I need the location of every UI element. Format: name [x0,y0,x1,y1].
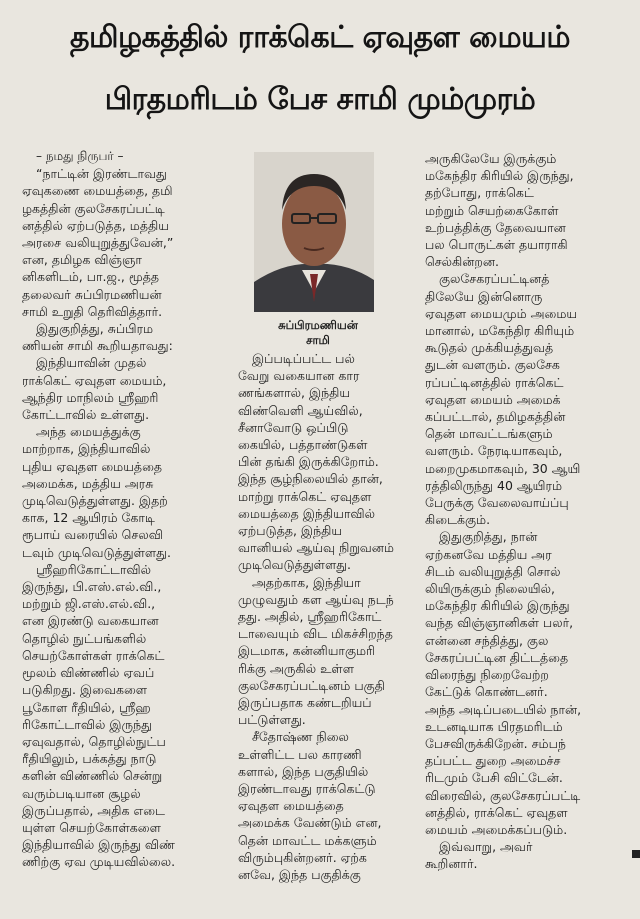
text-line: மகேந்திர கிரியில் இருந்து, [425,168,574,184]
text-line: களால், இந்த பகுதியில் [238,763,369,779]
text-line: டவும் முடிவெடுத்துள்ளது. [22,544,171,560]
text-line: ரிகோட்டாவில் இருந்து [22,716,152,732]
column-1-text [22,165,218,870]
text-line: இவ்வாறு, அவர் [439,839,533,855]
article-column-3 [425,150,625,873]
text-line: ஏவுகணை மையத்தை, தமி [22,183,173,199]
article-column-1 [22,148,218,871]
text-line: ராக்கெட் ஏவுதள மையம், [22,372,167,388]
text-line: விரைந்து நிறைவேற்ற [425,667,549,683]
text-line: மூலம் விண்ணில் ஏவப் [22,665,155,681]
text-line: “நாட்டின் இரண்டாவது [36,166,167,182]
text-line: மாற்று ராக்கெட் ஏவுதள [238,488,372,504]
text-line: ரத்திலிருந்து 40 ஆயிரம் [425,477,563,493]
text-line: இடமாக, கன்னியாகுமரி [238,643,376,659]
text-line: வேறு வகையான கார [238,368,360,384]
text-line: குலசேகரப்பட்டினம் பகுதி [238,677,385,693]
text-line: விண்வெளி ஆய்வில், [238,402,363,418]
text-line: வானியல் ஆய்வு நிறுவனம் [238,540,394,556]
text-line: பின் தங்கி இருக்கிறோம். [238,454,379,470]
text-line: மகேந்திர கிரியில் இருந்து [425,598,570,614]
text-line: காக, 12 ஆயிரம் கோடி [22,510,155,526]
text-line: ணிற்கு ஏவ முடியவில்லை. [22,854,176,870]
text-line: ஸ்ரீஹரிகோட்டாவில் [36,561,152,577]
text-line: ஏற்கனவே மத்திய அர [425,546,552,562]
text-line: இருப்பதால், அதிக எடை [22,802,165,818]
text-line: முடிவெடுத்துள்ளது. [238,557,352,573]
text-line: கூறினார். [425,856,478,872]
photo-caption-name: சுப்பிரமணியன் [278,318,358,332]
text-line: ரிடமும் பேசி விட்டேன். [425,770,563,786]
text-line: முழுவதும் கள ஆய்வு நடந் [238,591,394,607]
text-line: மையத்தை இந்தியாவில் [238,505,375,521]
headline-line-1: தமிழகத்தில் ராக்கெட் ஏவுதள மையம் [69,20,571,55]
text-line: கேட்டுக் கொண்டனர். [425,684,548,700]
text-line: தென் மாவட்ட மக்களும் [238,832,377,848]
text-line: னிகளிடம், பா.ஜ., மூத்த [22,269,159,285]
page-edge-marker [632,850,640,858]
text-line: இந்தியாவில் இருந்து விண் [22,837,175,853]
text-line: அந்த அடிப்படையில் நான், [425,701,582,717]
text-line: பேசவிருக்கிறேன். சம்பந் [425,735,566,751]
text-line: னத்தில், ராக்கெட் ஏவுதள [425,804,568,820]
text-line: வளரும். நேரடியாகவும், [425,443,563,459]
text-line: மற்றும் செயற்கைகோள் [425,202,559,218]
text-line: கையில், பத்தாண்டுகள் [238,437,368,453]
headline-line-2: பிரதமரிடம் பேச சாமி மும்முரம் [104,82,536,117]
text-line: ழகத்தின் குலசேகரப்பட்டி [22,200,165,216]
text-line: இந்த சூழ்நிலையில் தான், [238,471,383,487]
text-line: யுள்ள செயற்கோள்களை [22,819,161,835]
text-line: ரப்பட்டினத்தில் ராக்கெட் [425,374,564,390]
text-line: ணங்களால், இந்திய [238,385,351,401]
text-line: அரசை வலியுறுத்துவேன்,” [22,235,174,251]
text-line: இப்படிப்பட்ட பல் [252,351,355,366]
text-line: முடிவெடுத்துள்ளது. இதற் [22,493,168,509]
text-line: தலைவர் சுப்பிரமணியன் [22,286,162,302]
text-line: பல பொருட்கள் தயாராகி [425,237,568,253]
photo-caption-surname: சாமி [306,333,330,347]
text-line: புதிய ஏவுதள மையத்தை [22,458,163,474]
text-line: லியிருக்கும் நிலையில், [425,581,555,597]
text-line: பட்டுள்ளது. [238,712,306,728]
text-line: அமைக்க வேண்டும் என, [238,815,382,831]
text-line: தது. அதில், ஸ்ரீஹரிகோட் [238,609,382,625]
text-line: சிடம் வலியுறுத்தி சொல் [425,563,561,579]
text-line: அருகிலேயே இருக்கும் [425,151,557,166]
text-line: ஏற்படுத்த, இந்திய [238,523,343,539]
text-line: மாற்றாக, இந்தியாவில் [22,441,151,457]
text-line: உடனடியாக பிரதமரிடம் [425,718,563,734]
text-line: வரும்படியான சூழல் [22,785,141,801]
text-line: ஏவுதள மையம் அமைக் [425,391,561,407]
text-line: துடன் வளரும். குலசேக [425,357,560,373]
text-line: களின் விண்ணில் சென்று [22,768,163,784]
text-line: திலேயே இன்னொரு [425,288,543,304]
text-line: கப்பட்டால், தமிழகத்தின் [425,409,566,425]
byline: – நமது நிருபர் – [36,149,124,163]
text-line: அந்த மையத்துக்கு [36,424,141,440]
text-line: கோட்டாவில் உள்ளது. [22,407,150,423]
text-line: தொழில் நுட்பங்களில் [22,630,147,646]
photo-caption [258,318,378,348]
text-line: ஏவுவதால், தொழில்நுட்ப [22,733,166,749]
text-line: இரண்டாவது ராக்கெட்டு [238,781,376,797]
text-line: குலசேகரப்பட்டினத் [439,271,550,287]
text-line: மானால், மகேந்திர கிரியும் [425,323,575,339]
text-line: பேருக்கு வேலைவாய்ப்பு [425,495,569,511]
text-line: ரூபாய் வரையில் செலவி [22,527,163,543]
text-line: அதற்காக, இந்தியா [252,574,361,590]
text-line: ஆந்திர மாநிலம் ஸ்ரீஹரி [22,389,159,405]
text-line: மற்றும் ஜி.எஸ்.எல்.வி., [22,596,156,612]
column-3-text [425,150,625,873]
text-line: சேகரப்பட்டின திட்டத்தை [425,649,569,665]
text-line: விரைவில், குலசேகரப்பட்டி [425,787,581,803]
text-line: தென் மாவட்டங்களும் [425,426,553,442]
text-line: தப்பட்ட துறை அமைச்ச [425,753,561,769]
text-line: ஏவுதள மையமும் அமைய [425,305,578,321]
text-line: செயற்கோள்கள் ராக்கெட் [22,647,165,663]
text-line: கூடுதல் முக்கியத்துவத் [425,340,554,356]
text-line: உற்பத்திக்கு தேவையான [425,219,566,235]
text-line: பூகோள ரீதியில், ஸ்ரீஹ [22,699,151,715]
text-line: ரிக்கு அருகில் உள்ள [238,660,354,676]
text-line: ஏவுதள மையத்தை [238,798,344,814]
text-line: என்னை சந்தித்து, குல [425,632,549,648]
article-column-2 [238,350,408,883]
text-line: மறைமுகமாகவும், 30 ஆயி [425,460,581,476]
text-line: னவே, இந்த பகுதிக்கு [238,867,361,883]
text-line: மையம் அமைக்கப்படும். [425,821,568,837]
author-photo [254,152,374,312]
text-line: படுகிறது. இவைகளை [22,682,148,698]
text-line: என இரண்டு வகையான [22,613,159,629]
text-line: டாவையும் விட மிகச்சிறந்த [238,626,393,642]
text-line: இந்தியாவின் முதல் [36,355,147,371]
text-line: சீனாவோடு ஒப்பிடு [238,419,349,435]
text-line: இருப்பதாக கண்டறியப் [238,695,372,711]
column-2-text [238,350,408,883]
portrait-image [254,152,374,312]
text-line: ணியன் சாமி கூறியதாவது: [22,338,173,354]
text-line: சீதோஷ்ண நிலை [252,729,349,745]
text-line: வந்த விஞ்ஞானிகள் பலர், [425,615,574,631]
text-line: என, தமிழக விஞ்ஞா [22,252,142,268]
text-line: தற்போது, ராக்கெட் [425,185,534,201]
text-line: இதுகுறித்து, நான் [439,529,538,545]
text-line: விரும்புகின்றனர். ஏற்க [238,849,367,865]
text-line: உள்ளிட்ட பல காரணி [238,746,362,762]
text-line: சாமி உறுதி தெரிவித்தார். [22,303,163,319]
text-line: கிடைக்கும். [425,512,491,528]
text-line: இருந்து, பி.எஸ்.எல்.வி., [22,579,162,595]
text-line: னத்தில் ஏற்படுத்த, மத்திய [22,217,169,233]
text-line: அமைக்க, மத்திய அரசு [22,475,154,491]
text-line: ரீதியிலும், பக்கத்து நாடு [22,751,157,767]
text-line: செல்கின்றன. [425,254,499,270]
text-line: இதுகுறித்து, சுப்பிரம [36,321,154,337]
